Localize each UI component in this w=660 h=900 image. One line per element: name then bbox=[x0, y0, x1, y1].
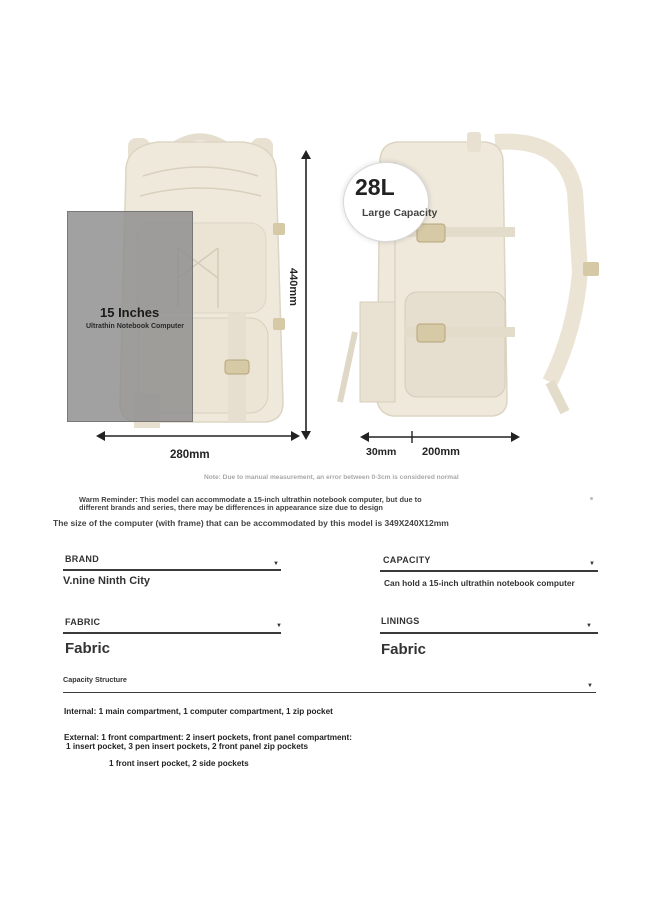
internal-structure: Internal: 1 main compartment, 1 computer compartment, 1 zip pocket bbox=[64, 707, 333, 716]
fabric-divider bbox=[63, 632, 281, 634]
brand-caret-icon: ▼ bbox=[273, 561, 279, 567]
warm-reminder-line2: different brands and series, there may be differences in appearance size due to design bbox=[79, 503, 383, 512]
decorative-dot bbox=[590, 497, 593, 500]
capacity-caret-icon: ▼ bbox=[589, 561, 595, 567]
width-arrow bbox=[96, 430, 300, 442]
brand-value: V.nine Ninth City bbox=[63, 575, 150, 587]
height-arrow bbox=[300, 150, 312, 440]
linings-label: LININGS bbox=[381, 616, 420, 626]
capacity-badge-value: 28L bbox=[355, 174, 395, 200]
capacity-structure-caret-icon: ▼ bbox=[587, 683, 593, 689]
measurement-note: Note: Due to manual measurement, an error between 0-3cm is considered normal bbox=[204, 474, 459, 481]
linings-value: Fabric bbox=[381, 641, 427, 658]
height-label: 440mm bbox=[287, 268, 299, 306]
external-structure-line2: 1 insert pocket, 3 pen insert pockets, 2 front panel zip pockets bbox=[66, 742, 309, 751]
fabric-caret-icon: ▼ bbox=[276, 623, 282, 629]
laptop-size-label: 15 Inches bbox=[100, 305, 160, 320]
capacity-label: CAPACITY bbox=[383, 555, 431, 565]
warm-reminder bbox=[79, 496, 519, 512]
width-label: 280mm bbox=[170, 449, 210, 461]
warm-reminder-line1: Warm Reminder: This model can accommodate a 15-inch ultrathin notebook computer, but due to bbox=[79, 495, 422, 504]
depth-large-label: 200mm bbox=[422, 446, 460, 458]
external-structure-line3: 1 front insert pocket, 2 side pockets bbox=[109, 759, 249, 768]
brand-divider bbox=[63, 569, 281, 571]
capacity-divider bbox=[380, 570, 598, 572]
laptop-desc-label: Ultrathin Notebook Computer bbox=[86, 323, 184, 330]
depth-arrow bbox=[360, 431, 520, 443]
brand-label: BRAND bbox=[65, 554, 99, 564]
linings-divider bbox=[380, 632, 598, 634]
capacity-structure-label: Capacity Structure bbox=[63, 675, 127, 684]
capacity-badge-label: Large Capacity bbox=[362, 207, 438, 219]
fabric-label: FABRIC bbox=[65, 617, 101, 627]
linings-caret-icon: ▼ bbox=[586, 623, 592, 629]
capacity-structure-divider bbox=[63, 692, 596, 693]
fabric-value: Fabric bbox=[65, 640, 111, 657]
computer-size-note: The size of the computer (with frame) that can be accommodated by this model is 349X240X12mm bbox=[53, 518, 449, 528]
depth-small-label: 30mm bbox=[366, 446, 397, 458]
capacity-value: Can hold a 15-inch ultrathin notebook computer bbox=[384, 578, 575, 588]
external-structure-line1: External: 1 front compartment: 2 insert pockets, front panel compartment: bbox=[64, 733, 352, 742]
